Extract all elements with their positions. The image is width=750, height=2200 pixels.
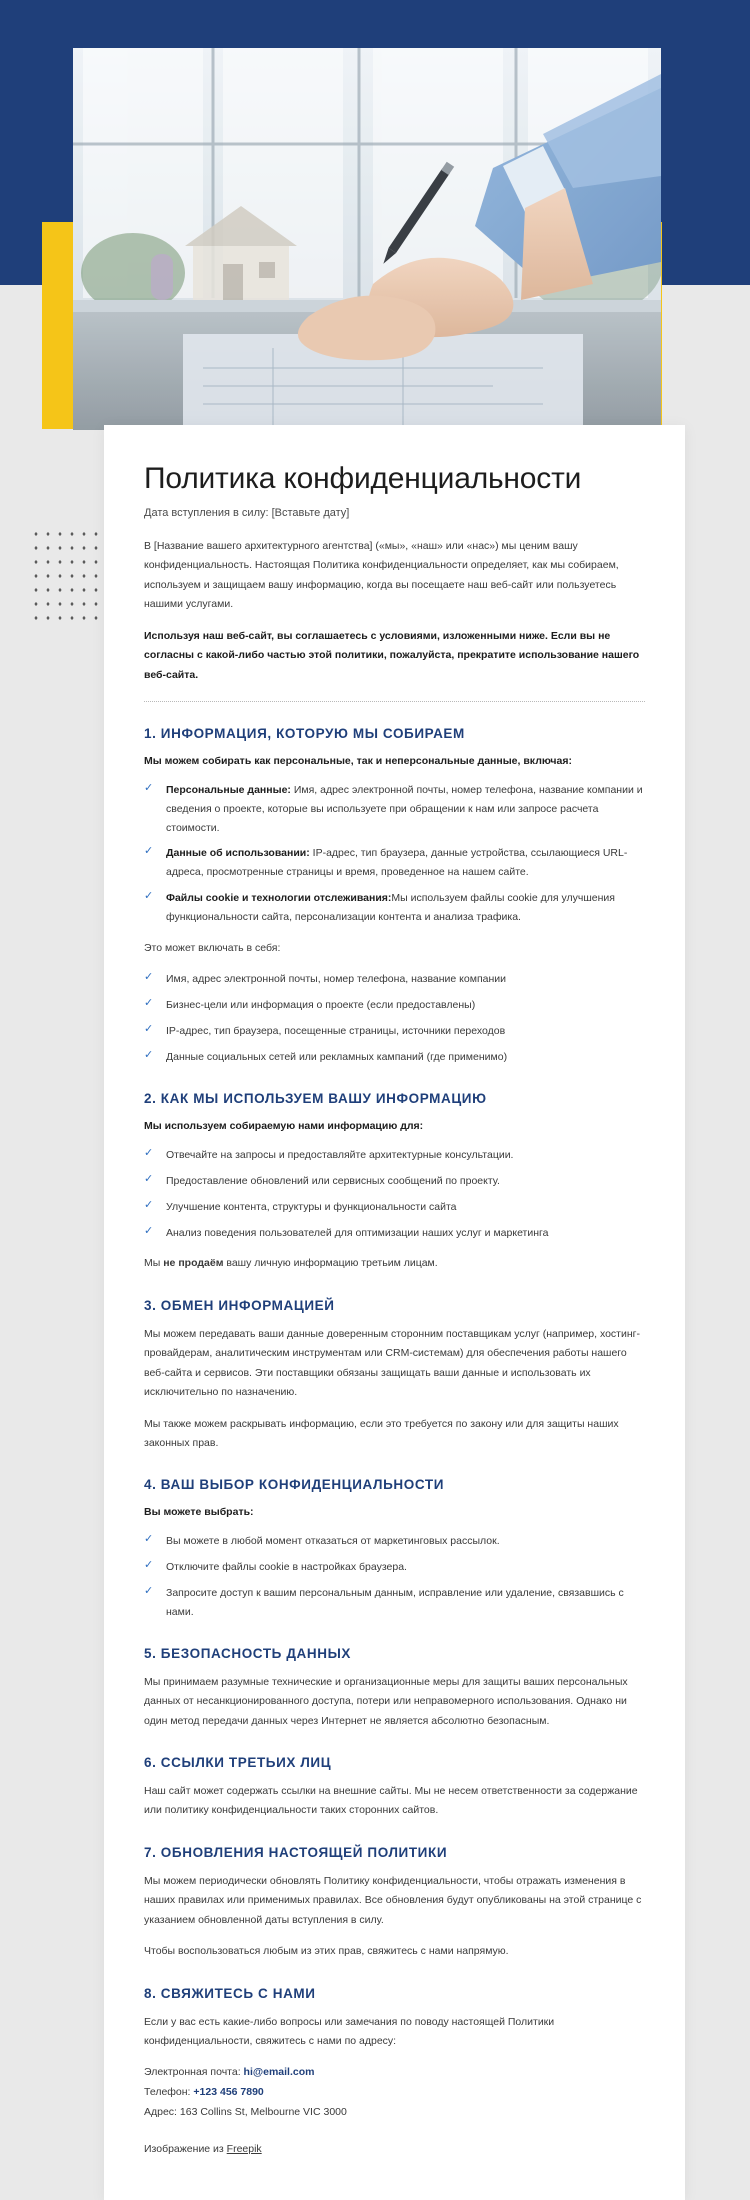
list-item [144, 1532, 645, 1551]
contact-phone-line [144, 2083, 645, 2103]
section-2-footer: Мы не продаём вашу личную информацию третьим лицам. [144, 1257, 438, 1270]
section-heading-6: 6. ССЫЛКИ ТРЕТЬИХ ЛИЦ [144, 1755, 332, 1771]
hero-image [73, 48, 661, 430]
check-icon: ✓ [144, 1172, 154, 1185]
privacy-policy-card [104, 425, 685, 2200]
section-1-list [144, 781, 645, 927]
contact-address-label: Адрес: [144, 2106, 177, 2119]
section-heading-8: 8. СВЯЖИТЕСЬ С НАМИ [144, 1985, 316, 2001]
list-item [144, 1558, 645, 1577]
list-item-text: Данные социальных сетей или рекламных кампаний (где применимо) [166, 1051, 508, 1064]
list-item-text: Бизнес-цели или информация о проекте (если предоставлены) [166, 999, 476, 1012]
section-heading-2: 2. КАК МЫ ИСПОЛЬЗУЕМ ВАШУ ИНФОРМАЦИЮ [144, 1091, 487, 1107]
contact-address-value: 163 Collins St, Melbourne VIC 3000 [179, 2106, 347, 2119]
image-credit [144, 2143, 645, 2155]
section-5-paragraph-1: Мы принимаем разумные технические и организационные меры для защиты ваших персональных данных от несанкционированного доступа, потери или неправомерного использования. Однако ни один метод передачи данных через Интернет не является абсолютно безопасным. [144, 1675, 628, 1727]
list-item-text: Отвечайте на запросы и предоставляйте архитектурные консультации. [166, 1148, 514, 1161]
list-item-text: Вы можете в любой момент отказаться от маркетинговых рассылок. [166, 1535, 500, 1548]
list-item [144, 996, 645, 1015]
list-item [144, 889, 645, 927]
section-heading-3: 3. ОБМЕН ИНФОРМАЦИЕЙ [144, 1297, 335, 1313]
section-heading-5: 5. БЕЗОПАСНОСТЬ ДАННЫХ [144, 1645, 352, 1661]
check-icon: ✓ [144, 1146, 154, 1159]
list-item [144, 1584, 645, 1622]
section-3-paragraph-2: Мы также можем раскрывать информацию, если это требуется по закону или для защиты наших законных прав. [144, 1417, 619, 1449]
check-icon: ✓ [144, 781, 154, 794]
list-item-text: Предоставление обновлений или сервисных сообщений по проекту. [166, 1174, 500, 1187]
page-title: Политика конфиденциальности [144, 462, 582, 495]
intro-paragraph-2: Используя наш веб-сайт, вы соглашаетесь с условиями, изложенными ниже. Если вы не согласны с какой-либо частью этой политики, пожалуйста, прекратите использование нашего веб-сайта. [144, 629, 640, 681]
section-6-paragraph-1: Наш сайт может содержать ссылки на внешние сайты. Мы не несем ответственности за содержание или политику конфиденциальности таких сторонних сайтов. [144, 1785, 638, 1817]
section-8-paragraph-1: Если у вас есть какие-либо вопросы или замечания по поводу настоящей Политики конфиденциальности, свяжитесь с нами по адресу: [144, 2015, 555, 2047]
check-icon: ✓ [144, 1585, 154, 1597]
list-item [144, 1172, 645, 1191]
list-item-text: Данные об использовании: IP-адрес, тип браузера, данные устройства, ссылающиеся URL-адреса, просмотренные страницы и время, проведенное на нашем сайте. [166, 847, 628, 879]
list-item-text: Персональные данные: Имя, адрес электронной почты, номер телефона, название компании и сведения о проекте, которые вы используете при обращении к нам или запросе расчета стоимости. [166, 783, 643, 834]
section-divider [144, 701, 645, 702]
section-4-list [144, 1532, 645, 1622]
section-7-paragraph-2: Чтобы воспользоваться любым из этих прав, свяжитесь с нами напрямую. [144, 1945, 509, 1958]
section-lead-1: Мы можем собирать как персональные, так и неперсональные данные, включая: [144, 754, 572, 767]
check-icon: ✓ [144, 1023, 154, 1036]
contact-email-line [144, 2063, 645, 2083]
section-7-paragraph-1: Мы можем периодически обновлять Политику конфиденциальности, чтобы отражать изменения в наших правилах или применимых правилах. Все обновления будут опубликованы на этой странице с указанием обновленной даты вступления в силу. [144, 1874, 642, 1926]
list-item [144, 970, 645, 989]
check-icon: ✓ [144, 890, 154, 903]
contact-phone-label: Телефон: [144, 2086, 191, 2099]
section-heading-4: 4. ВАШ ВЫБОР КОНФИДЕНЦИАЛЬНОСТИ [144, 1477, 445, 1493]
list-item [144, 781, 645, 838]
image-credit-prefix: Изображение из [144, 2143, 227, 2156]
image-credit-link[interactable]: Freepik [226, 2143, 262, 2156]
check-icon: ✓ [144, 1049, 154, 1062]
effective-date: Дата вступления в силу: [Вставьте дату] [144, 507, 350, 519]
list-item [144, 1224, 645, 1243]
list-item-text: Имя, адрес электронной почты, номер телефона, название компании [166, 973, 506, 986]
check-icon: ✓ [144, 1224, 154, 1237]
list-item [144, 1198, 645, 1217]
list-item [144, 1146, 645, 1165]
list-item-text: Отключите файлы cookie в настройках браузера. [166, 1561, 407, 1574]
check-icon: ✓ [144, 1559, 154, 1572]
list-item [144, 1048, 645, 1067]
contact-phone-value: +123 456 7890 [193, 2086, 264, 2099]
check-icon: ✓ [144, 997, 154, 1010]
list-item [144, 1022, 645, 1041]
section-1-sub-lead: Это может включать в себя: [144, 942, 281, 955]
section-3-paragraph-1: Мы можем передавать ваши данные доверенным сторонним поставщикам услуг (например, хостинг-провайдерам, аналитическим инструментам или CRM-системам) для обеспечения работы нашего веб-сайта и сервисов. Эти поставщики обязаны защищать ваши данные и использовать их исключительно по назначению. [144, 1327, 640, 1399]
list-item-text: Файлы cookie и технологии отслеживания:Мы используем файлы cookie для улучшения функциональности сайта, персонализации контента и анализа трафика. [166, 892, 615, 924]
section-2-list [144, 1146, 645, 1243]
check-icon: ✓ [144, 1533, 154, 1546]
intro-paragraph-1: В [Название вашего архитектурного агентства] («мы», «наш» или «нас») мы ценим вашу конфиденциальность. Настоящая Политика конфиденциальности определяет, как мы собираем, используем и защищаем вашу информацию, когда вы посещаете наш веб-сайт или пользуетесь нашими услугами. [144, 540, 619, 611]
section-heading-1: 1. ИНФОРМАЦИЯ, КОТОРУЮ МЫ СОБИРАЕМ [144, 725, 465, 741]
section-lead-2: Мы используем собираемую нами информацию для: [144, 1120, 424, 1133]
section-heading-7: 7. ОБНОВЛЕНИЯ НАСТОЯЩЕЙ ПОЛИТИКИ [144, 1844, 448, 1860]
check-icon: ✓ [144, 1198, 154, 1211]
list-item-text: IP-адрес, тип браузера, посещенные страницы, источники переходов [166, 1025, 506, 1038]
check-icon: ✓ [144, 971, 154, 984]
contact-email-value[interactable]: hi@email.com [243, 2066, 315, 2079]
list-item [144, 844, 645, 882]
list-item-text: Улучшение контента, структуры и функциональности сайта [166, 1200, 457, 1213]
contact-address-line [144, 2103, 645, 2123]
check-icon: ✓ [144, 845, 154, 858]
contact-email-label: Электронная почта: [144, 2066, 241, 2079]
section-1-sub-list [144, 970, 645, 1067]
section-lead-4: Вы можете выбрать: [144, 1506, 254, 1519]
list-item-text: Запросите доступ к вашим персональным данным, исправление или удаление, связавшись с нами. [166, 1587, 624, 1618]
list-item-text: Анализ поведения пользователей для оптимизации наших услуг и маркетинга [166, 1226, 549, 1239]
